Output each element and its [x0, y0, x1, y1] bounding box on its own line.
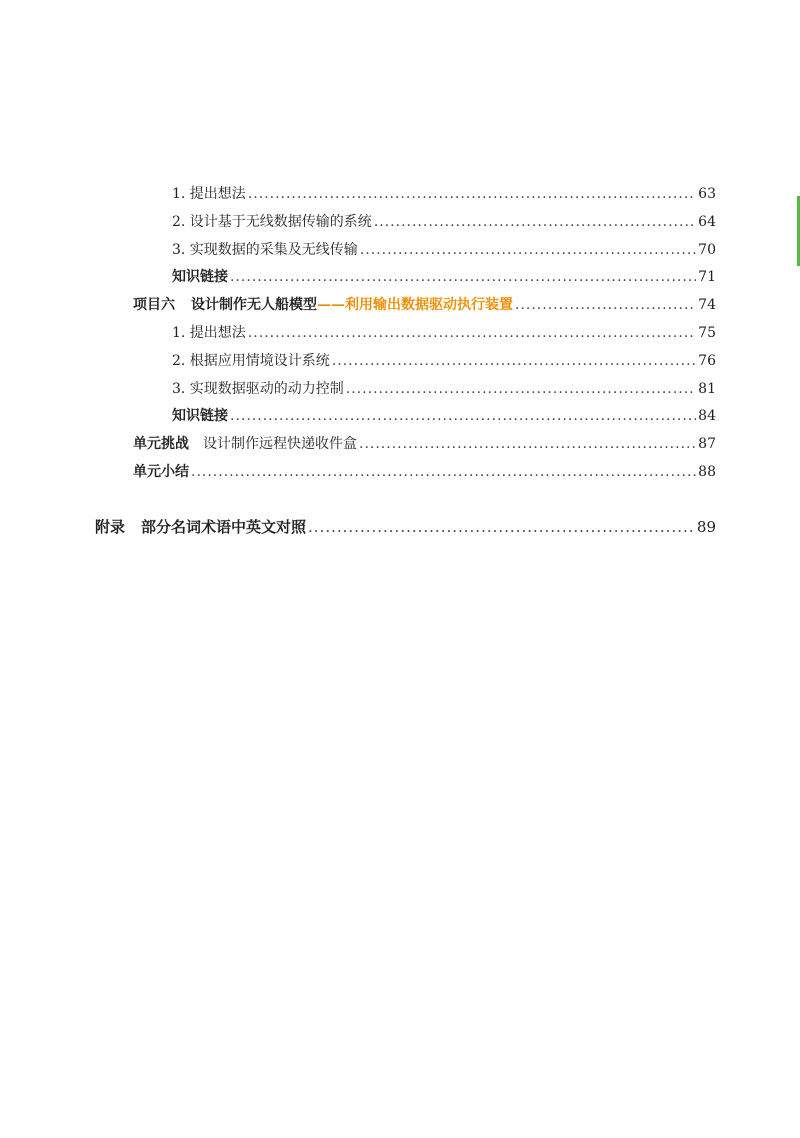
dot-leader: [332, 351, 696, 371]
toc-appendix-label: [95, 517, 306, 537]
toc-entry-page: 89: [696, 518, 716, 536]
toc-entry-page: 71: [698, 269, 716, 285]
toc-entry[interactable]: [172, 406, 716, 426]
challenge-title: 设计制作远程快递收件盒: [203, 436, 357, 452]
toc-entry[interactable]: [172, 267, 716, 287]
toc-appendix-entry[interactable]: [95, 517, 716, 537]
dot-leader: [308, 517, 695, 537]
toc-entry-label: 1. 提出想法: [172, 325, 246, 341]
dot-leader: [191, 462, 696, 482]
dot-leader: [359, 434, 696, 454]
toc-entry-page: 74: [698, 297, 716, 313]
dot-leader: [346, 379, 696, 399]
appendix-title: 部分名词术语中英文对照: [141, 518, 307, 536]
toc-challenge-label: [133, 434, 357, 454]
toc-entry-page: 87: [698, 436, 716, 452]
dot-leader: [515, 295, 696, 315]
toc-entry-label: 单元小结: [133, 464, 189, 480]
dot-leader: [230, 267, 696, 287]
toc-entry[interactable]: [172, 351, 716, 371]
toc-entry-label: 3. 实现数据驱动的动力控制: [172, 381, 344, 397]
toc-entry-page: 63: [698, 186, 716, 202]
toc-entry-label: 1. 提出想法: [172, 186, 246, 202]
toc-entry-label: 2. 根据应用情境设计系统: [172, 353, 330, 369]
toc-entry[interactable]: [172, 184, 716, 204]
challenge-prefix: 单元挑战: [133, 436, 189, 452]
toc-project-entry[interactable]: [133, 295, 716, 315]
project-prefix: 项目六: [133, 297, 175, 313]
dot-leader: [374, 212, 696, 232]
toc-unit-challenge-entry[interactable]: [133, 434, 716, 454]
dot-leader: [248, 323, 696, 343]
appendix-prefix: 附录: [95, 518, 126, 536]
toc-entry-page: 76: [698, 353, 716, 369]
toc-unit-summary-entry[interactable]: [133, 462, 716, 482]
toc-entry-label: 知识链接: [172, 408, 228, 424]
toc-entry-page: 70: [698, 242, 716, 258]
toc-entry-page: 84: [698, 408, 716, 424]
toc-entry[interactable]: [172, 323, 716, 343]
toc-entry-page: 81: [698, 381, 716, 397]
project-title: 设计制作无人船模型: [191, 297, 317, 313]
project-subtitle: ——利用输出数据驱动执行装置: [317, 297, 513, 313]
dot-leader: [248, 184, 696, 204]
dot-leader: [360, 240, 696, 260]
toc-entry[interactable]: [172, 240, 716, 260]
toc-project-label: [133, 295, 513, 315]
toc-entry-page: 88: [698, 464, 716, 480]
toc-entry-label: 2. 设计基于无线数据传输的系统: [172, 214, 372, 230]
dot-leader: [230, 406, 696, 426]
toc-entry-page: 64: [698, 214, 716, 230]
toc-entry-page: 75: [698, 325, 716, 341]
toc-entry[interactable]: [172, 212, 716, 232]
toc-entry-label: 3. 实现数据的采集及无线传输: [172, 242, 358, 258]
toc-entry-label: 知识链接: [172, 269, 228, 285]
toc-entry[interactable]: [172, 379, 716, 399]
